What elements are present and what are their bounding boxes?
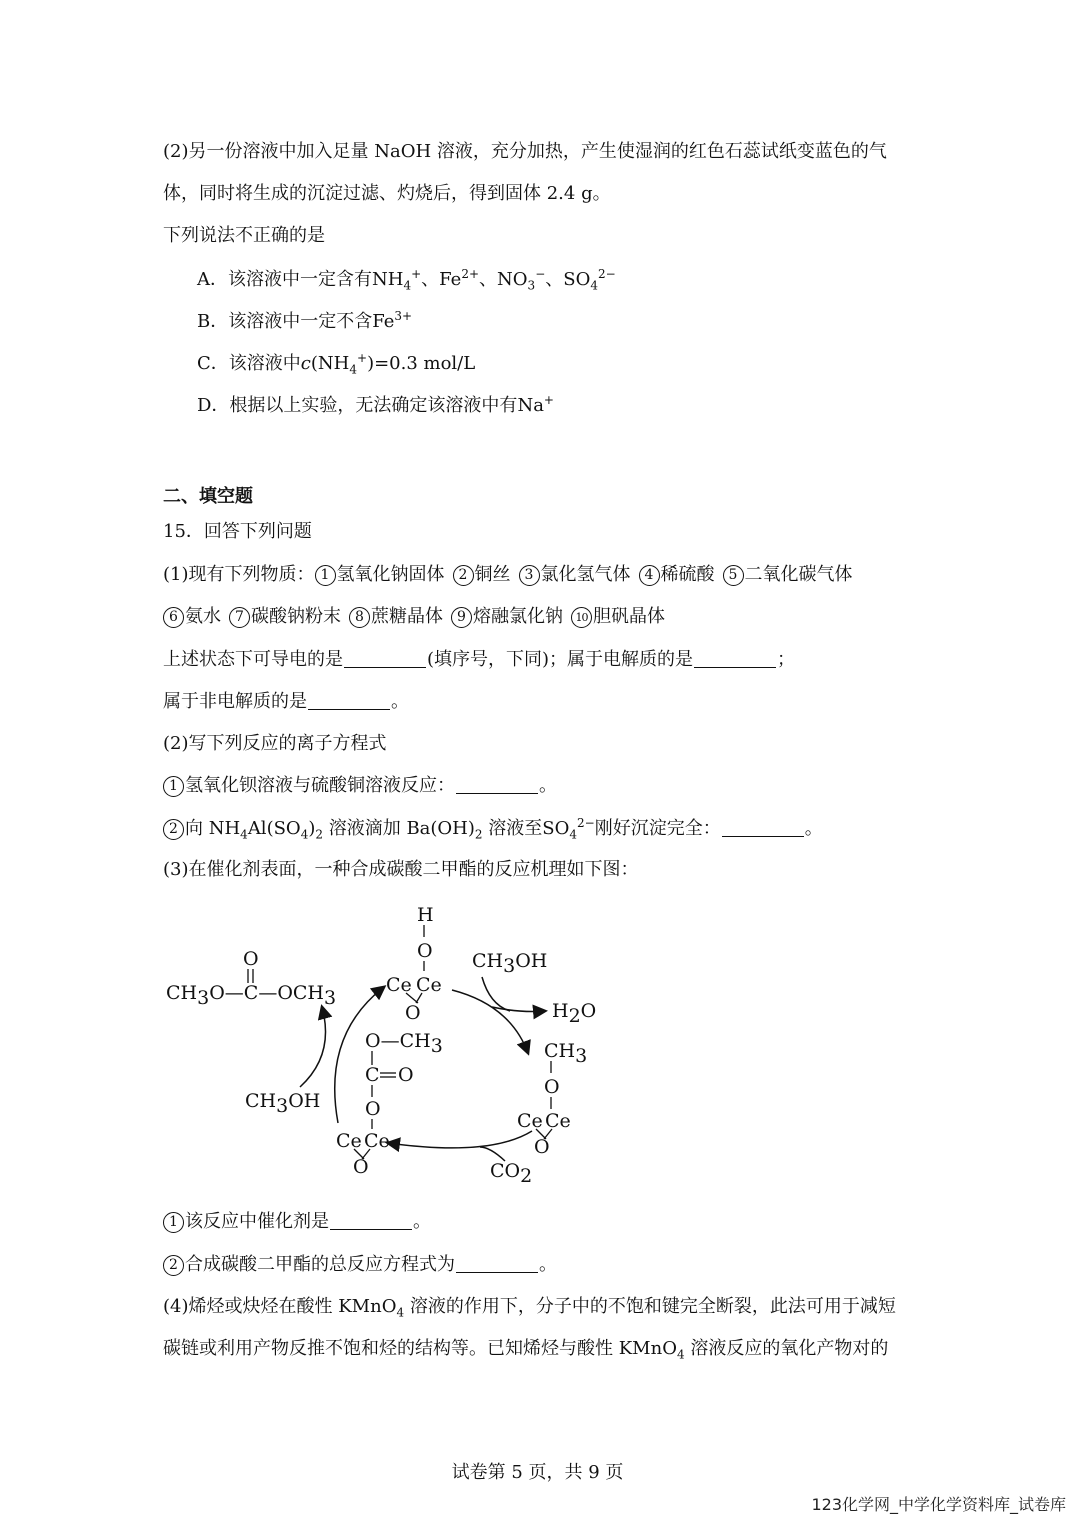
arrow-top-to-right [452, 990, 528, 1053]
answer-blank[interactable] [694, 649, 776, 668]
ce-oh-intermediate [386, 904, 442, 1024]
q14-part2-line1: (2)另一份溶液中加入足量 NaOH 溶液，充分加热，产生使湿润的红色石蕊试纸变蓝色的气 [163, 141, 887, 162]
circle-number: 4 [639, 565, 660, 586]
q15-p4-line2: 碳链或利用产物反推不饱和烃的结构等。已知烯烃与酸性 KMnO$_4$ 溶液反应的氧化产物对的 [163, 1338, 889, 1362]
svg-text:O: O [544, 1076, 560, 1098]
dimethyl-carbonate-structure [166, 948, 336, 1009]
option-c[interactable] [197, 351, 475, 377]
svg-text:O: O [243, 948, 259, 970]
svg-text:Ce: Ce [336, 1130, 362, 1152]
svg-text:O: O [417, 940, 433, 962]
q15-p2-title: (2)写下列反应的离子方程式 [163, 733, 387, 754]
svg-text:Ce: Ce [545, 1110, 571, 1132]
svg-text:Ce: Ce [416, 974, 442, 996]
q15-p1-question: 上述状态下可导电的是 (填序号，下同)；属于电解质的是 ； [163, 649, 796, 670]
substance-list-row2: 6 氨水 7 碳酸钠粉末 8 蔗糖晶体 9 熔融氯化钠 10 胆矾晶体 [163, 604, 665, 630]
arrow-water-out [492, 1007, 545, 1012]
water-label: H2O [552, 1000, 597, 1027]
svg-text:Ce: Ce [517, 1110, 543, 1132]
option-c-label: C．该溶液中 [197, 353, 301, 374]
ion-so4: $SO_4^{2-}$ [563, 267, 616, 293]
circle-number: 1 [315, 565, 336, 586]
q14-stem: 下列说法不正确的是 [163, 225, 325, 246]
substance-list-row1: (1)现有下列物质： 1 氢氧化钠固体 2 铜丝 3 氯化氢气体 4 稀硫酸 5 二氧化碳气体 [163, 564, 853, 585]
circle-number: 2 [453, 565, 474, 586]
methanol-label-top: CH3OH [472, 950, 548, 977]
circle-number: 5 [723, 565, 744, 586]
page-footer: 试卷第 5 页，共 9 页 [451, 1462, 624, 1483]
answer-blank[interactable] [722, 818, 804, 837]
answer-blank[interactable] [308, 691, 390, 710]
watermark: 123化学网_中学化学资料库_试卷库 [811, 1495, 1066, 1514]
circle-number: 1 [163, 776, 184, 797]
option-b-label: B．该溶液中一定不含 [197, 311, 373, 332]
svg-text:Ce: Ce [386, 974, 412, 996]
svg-text:Ce: Ce [364, 1130, 390, 1152]
q15-p1-question2: 属于非电解质的是 。 [163, 691, 409, 712]
circle-number: 3 [519, 565, 540, 586]
arrow-co2-in [480, 1147, 505, 1161]
ion-fe3: $Fe^{3+}$ [372, 309, 413, 332]
q15-heading: 15．回答下列问题 [163, 521, 312, 542]
p2-item2-text: 向 $NH_4Al(SO_4)_2$ 溶液滴加 $Ba(OH)_2$ 溶液至 [185, 818, 543, 842]
answer-blank[interactable] [456, 775, 538, 794]
q15-p4-line1: (4)烯烃或炔烃在酸性 KMnO$_4$ 溶液的作用下，分子中的不饱和键完全断裂，此法可用于减短 [163, 1296, 896, 1320]
q15-p2-item2: 2 向 $NH_4Al(SO_4)_2$ 溶液滴加 $Ba(OH)_2$ 溶液至$SO_4^{2-}$刚好沉淀完全： 。 [163, 816, 823, 842]
svg-text:O: O [398, 1064, 414, 1086]
co2-label: CO2 [490, 1160, 533, 1187]
option-d[interactable] [197, 393, 554, 419]
svg-text:O: O [353, 1156, 369, 1178]
option-a[interactable]: A．该溶液中一定含有$NH_4^+$、$Fe^{2+}$、$NO_3^-$、$SO_4^{2-}$ [197, 267, 616, 293]
answer-blank[interactable] [456, 1254, 538, 1273]
answer-blank[interactable] [344, 649, 426, 668]
circle-number: 8 [349, 607, 370, 628]
svg-text:O: O [534, 1136, 550, 1158]
arrow-right-to-left [388, 1131, 532, 1148]
ion-nh4: $NH_4^+$ [372, 267, 422, 293]
q15-p3-title: (3)在催化剂表面，一种合成碳酸二甲酯的反应机理如下图： [163, 859, 639, 880]
svg-text:H: H [417, 904, 434, 926]
section-title: 二、填空题 [163, 486, 253, 507]
ion-so4: $SO_4^{2-}$ [542, 816, 595, 842]
methanol-label-left: CH3OH [245, 1090, 321, 1117]
circle-number: 2 [163, 819, 184, 840]
circle-number: 7 [229, 607, 250, 628]
arrow-product-out [300, 1007, 326, 1087]
ion-na: Na+ [517, 393, 554, 416]
q15-p2-item1: 1 氢氧化钡溶液与硫酸铜溶液反应： 。 [163, 773, 557, 799]
ce-carbonate-intermediate [336, 1030, 443, 1178]
circle-number: 6 [163, 607, 184, 628]
svg-text:O: O [405, 1002, 421, 1024]
circle-number: 2 [163, 1255, 184, 1276]
option-d-label: D．根据以上实验，无法确定该溶液中有 [197, 395, 518, 416]
option-a-label: A．该溶液中一定含有 [197, 269, 372, 290]
reaction-mechanism-diagram [160, 895, 640, 1195]
q15-p3-item2: 2 合成碳酸二甲酯的总反应方程式为 。 [163, 1252, 557, 1278]
circle-number: 1 [163, 1212, 184, 1233]
circle-number: 10 [571, 607, 592, 628]
ce-och3-intermediate [517, 1040, 587, 1158]
svg-text:C: C [365, 1064, 380, 1086]
option-c-formula: $c(NH_4^+)=0.3$ mol/L [300, 351, 476, 377]
q15-p3-item1: 1 该反应中催化剂是 。 [163, 1209, 431, 1235]
svg-text:O—CH3: O—CH3 [365, 1030, 443, 1057]
option-b[interactable] [197, 309, 412, 335]
ion-no3: $NO_3^-$ [497, 267, 546, 293]
circle-number: 9 [451, 607, 472, 628]
svg-text:CH3O—C—OCH3: CH3O—C—OCH3 [166, 982, 337, 1009]
svg-text:CH3: CH3 [544, 1040, 588, 1067]
ion-fe2: $Fe^{2+}$ [439, 267, 480, 290]
svg-text:O: O [365, 1098, 381, 1120]
q14-part2-line2: 体，同时将生成的沉淀过滤、灼烧后，得到固体 2.4 g。 [163, 183, 611, 204]
answer-blank[interactable] [330, 1211, 412, 1230]
arrow-methanol-in [482, 977, 510, 1011]
